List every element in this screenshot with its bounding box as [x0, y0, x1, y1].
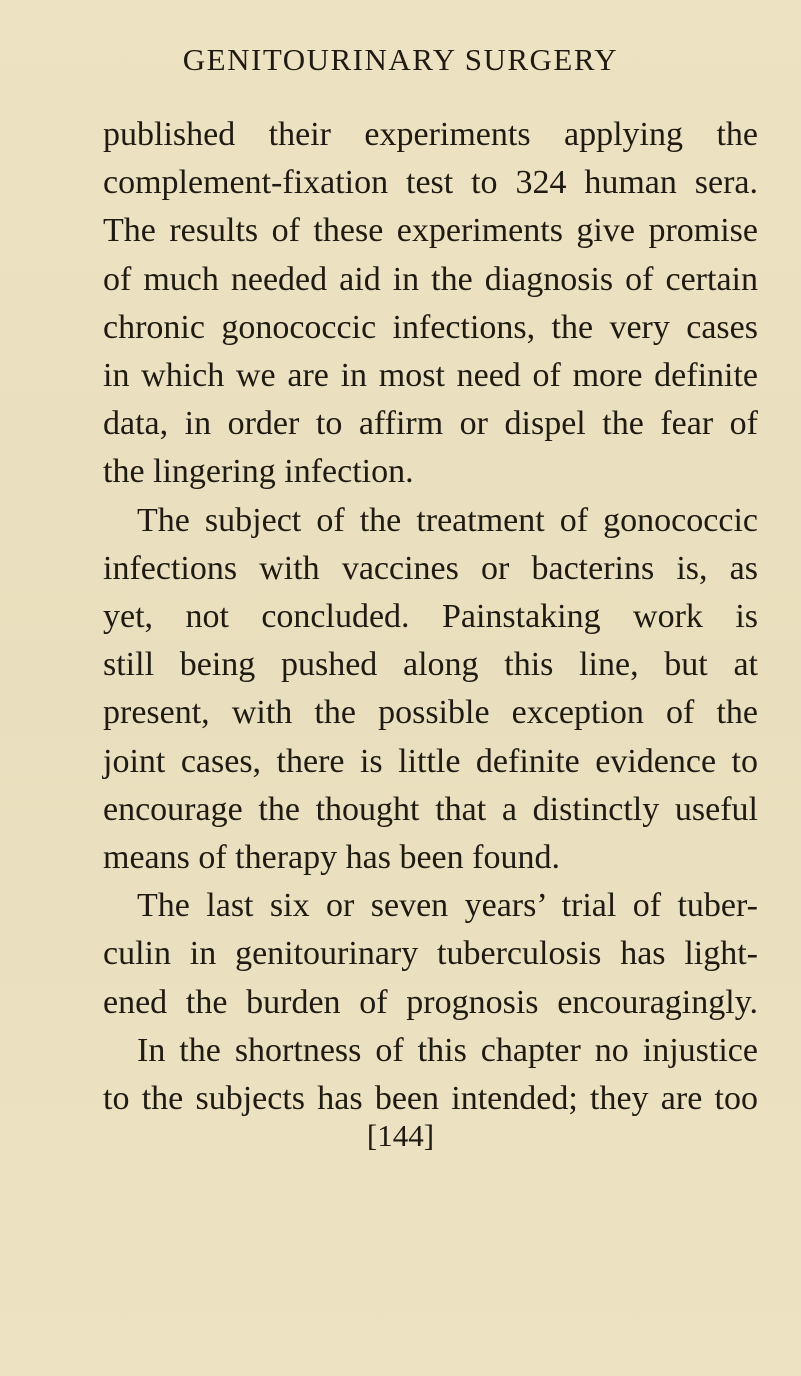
- text-line: joint cases, there is little definite evidence to: [103, 742, 758, 780]
- text-line: culin in genitourinary tuberculosis has light-: [103, 935, 758, 973]
- text-line: in which we are in most need of more definite: [103, 357, 758, 394]
- text-line: still being pushed along this line, but at: [103, 646, 758, 684]
- text-line: The results of these experiments give promise: [103, 212, 758, 250]
- text-line: chronic gonococcic infections, the very cases: [103, 308, 758, 346]
- text-line: encourage the thought that a distinctly useful: [103, 790, 758, 828]
- text-line: present, with the possible exception of the: [103, 694, 758, 732]
- text-line: of much needed aid in the diagnosis of certain: [103, 260, 758, 298]
- text-line: yet, not concluded. Painstaking work is: [103, 598, 758, 635]
- paragraph-first-line: The last six or seven years’ trial of tuber-: [137, 887, 758, 925]
- text-line: means of therapy has been found.: [103, 839, 560, 876]
- paragraph-first-line: In the shortness of this chapter no injustice: [137, 1031, 758, 1069]
- paragraph-first-line: The subject of the treatment of gonococcic: [137, 501, 758, 539]
- text-line: the lingering infection.: [103, 453, 414, 491]
- text-line: ened the burden of prognosis encouragingly.: [103, 983, 758, 1021]
- text-line: complement-fixation test to 324 human sera.: [103, 164, 758, 202]
- running-head: GENITOURINARY SURGERY: [182, 42, 619, 77]
- text-line: infections with vaccines or bacterins is, as: [103, 549, 758, 587]
- text-line: to the subjects has been intended; they are too: [103, 1080, 758, 1117]
- text-line: published their experiments applying the: [103, 116, 758, 153]
- text-line: data, in order to affirm or dispel the fear of: [103, 405, 758, 443]
- page-number: [144]: [366, 1118, 435, 1154]
